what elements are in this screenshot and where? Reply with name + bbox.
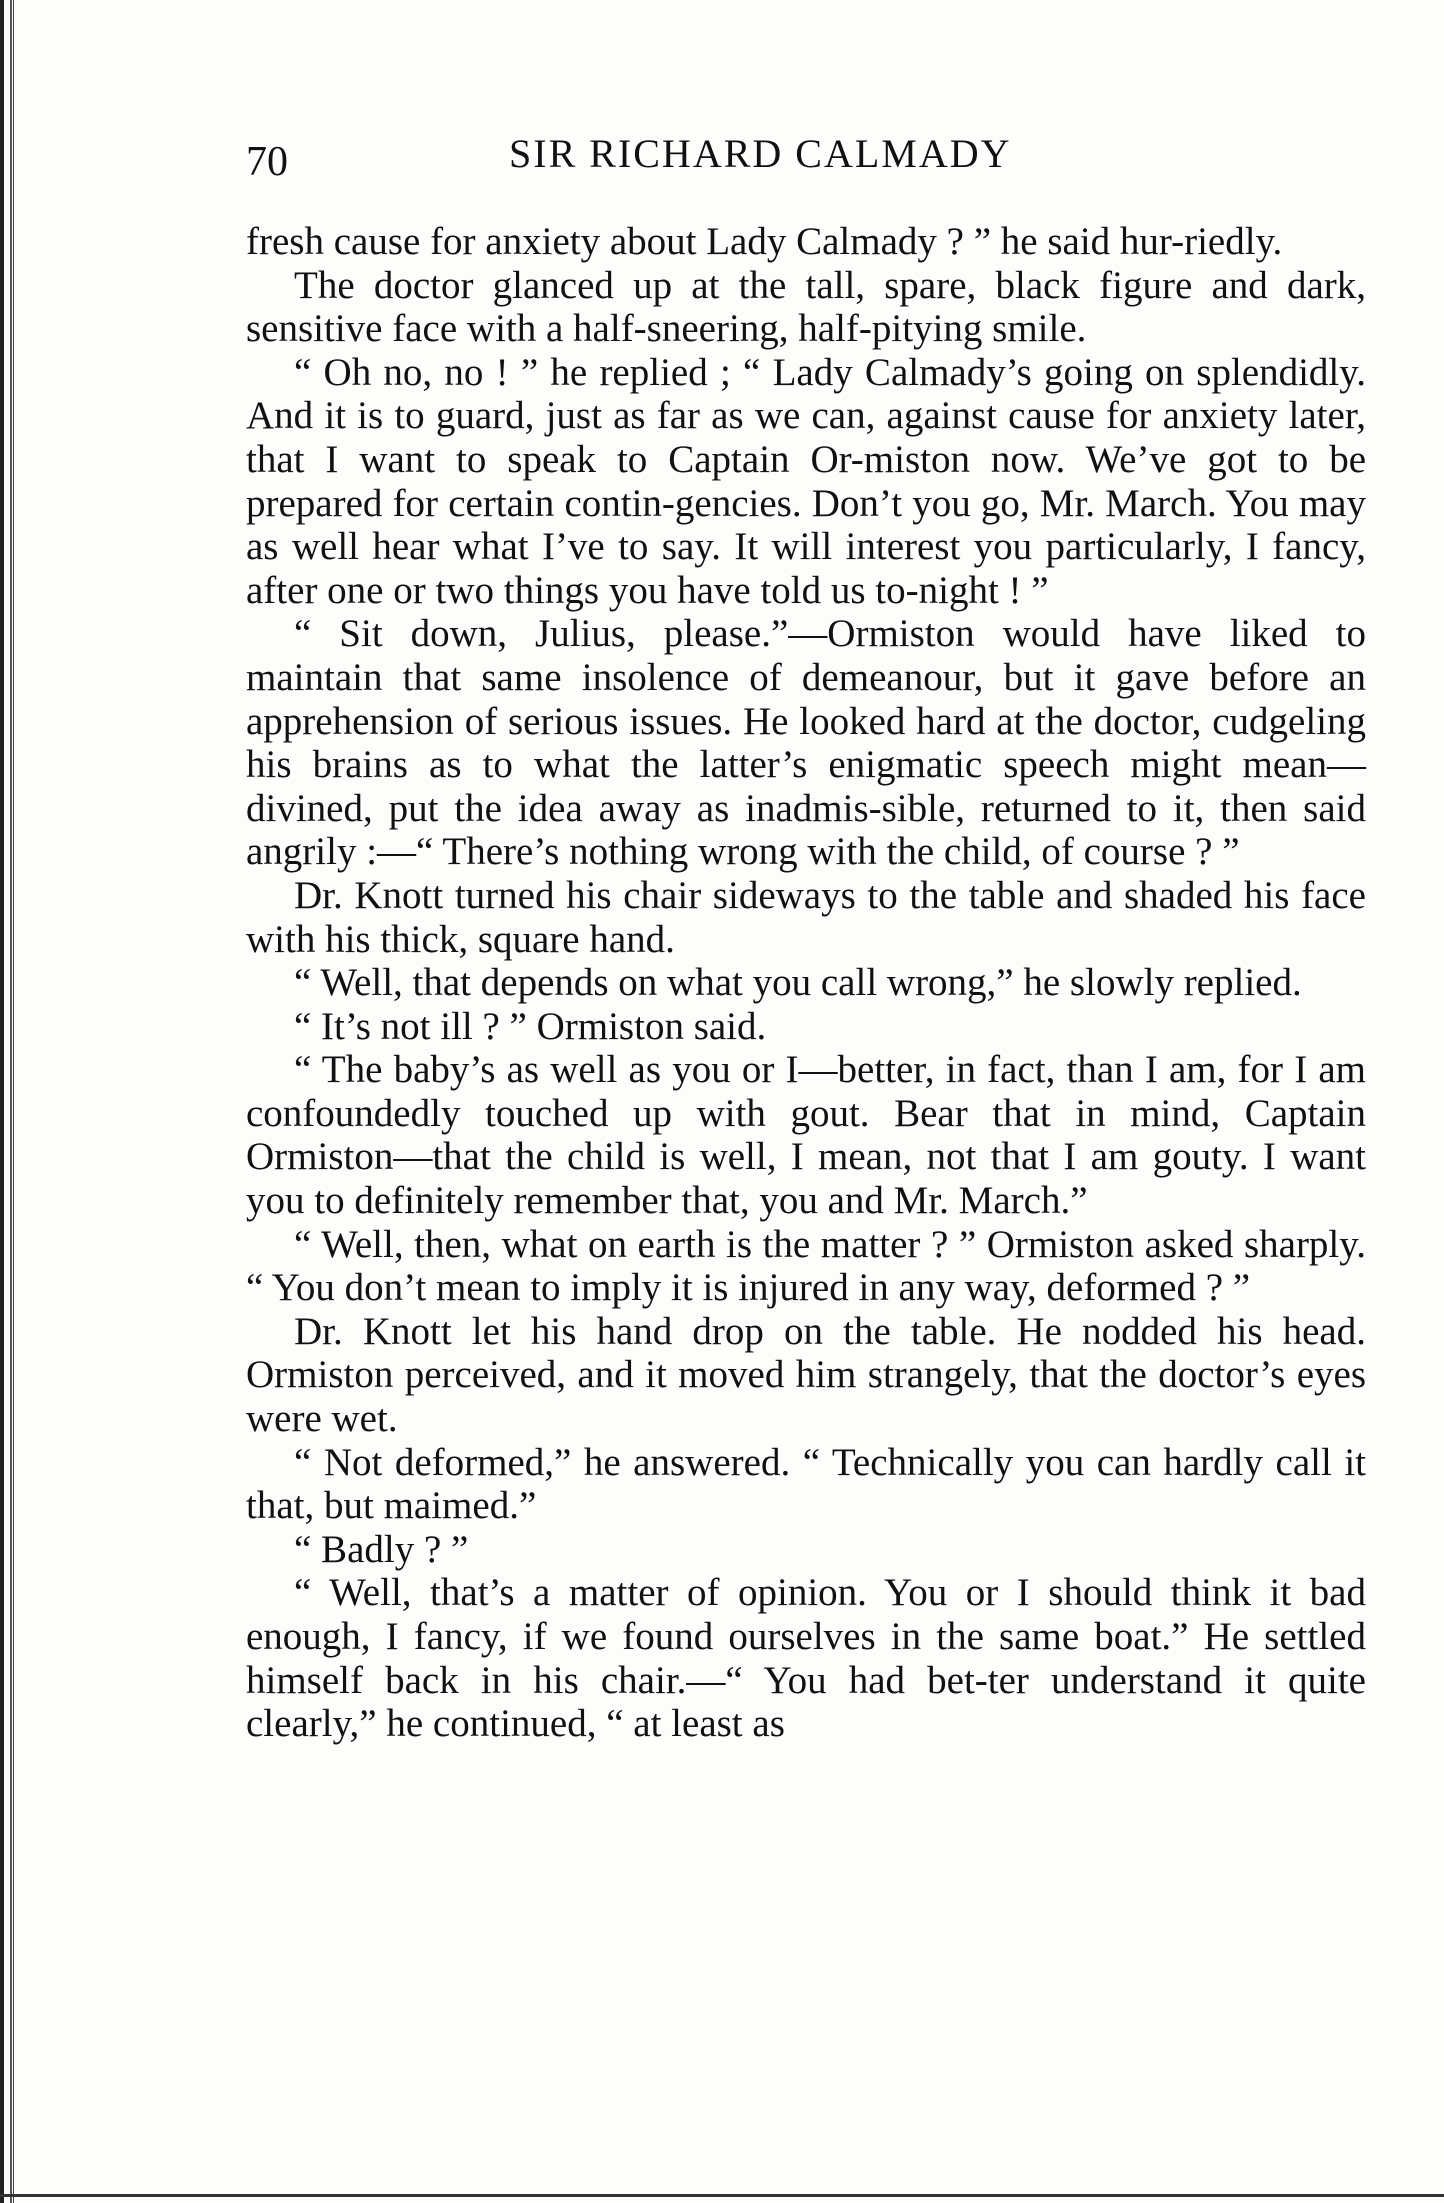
paragraph: “ It’s not ill ? ” Ormiston said. [294,1004,767,1048]
page-number: 70 [246,139,288,185]
running-title: SIR RICHARD CALMADY [509,131,1012,176]
page-header [246,130,1366,186]
paragraph: “ Badly ? ” [294,1527,469,1571]
paragraph: Dr. Knott let his hand drop on the table. He nodded his head. Ormiston perceived, and it moved him strangely, that the doctor’s eyes were wet. [246,1309,1366,1441]
paragraph: “ Sit down, Julius, please.”—Ormiston would have liked to maintain that same insolence of demeanour, but it gave before an apprehension of serious issues. He looked hard at the doctor, cudgeling his brains as to what the latter’s enigmatic speech might mean—divined, put the idea away as inadmis-sible, returned to it, then said angrily :—“ There’s nothing wrong with the child, of course ? ” [246,612,1366,874]
paragraph: The doctor glanced up at the tall, spare, black figure and dark, sensitive face with a half-sneering, half-pitying smile. [246,263,1366,351]
binding-edge-line [10,0,12,2203]
paragraph: “ Not deformed,” he answered. “ Technically you can hardly call it that, but maimed.” [246,1440,1366,1528]
paragraph: “ Well, that depends on what you call wrong,” he slowly replied. [294,961,1302,1005]
page-bottom-edge [0,2194,1444,2197]
page-binding-edge [0,0,14,2203]
paragraph: “ Well, that’s a matter of opinion. You or I should think it bad enough, I fancy, if we found ourselves in the same boat.” He settled himself back in his chair.—“ You had bet-ter understand it quite clearly,” he continued, “ at least as [246,1571,1366,1746]
paragraph: “ The baby’s as well as you or I—better, in fact, than I am, for I am confoundedly touched up with gout. Bear that in mind, Captain Ormiston—that the child is well, I mean, not that I am gouty. I want you to definitely remember that, you and Mr. March.” [246,1048,1366,1223]
paragraph: “ Oh no, no ! ” he replied ; “ Lady Calmady’s going on splendidly. And it is to guard, just as far as we can, against cause for anxiety later, that I want to speak to Captain Or-miston now. We’ve got to be prepared for certain contin-gencies. Don’t you go, Mr. March. You may as well hear what I’ve to say. It will interest you particularly, I fancy, after one or two things you have told us to-night ! ” [246,350,1366,612]
body-text [246,220,1366,1746]
paragraph: fresh cause for anxiety about Lady Calmady ? ” he said hur-riedly. [246,220,1283,263]
paragraph: Dr. Knott turned his chair sideways to the table and shaded his face with his thick, square hand. [246,873,1366,961]
paragraph: “ Well, then, what on earth is the matter ? ” Ormiston asked sharply. “ You don’t mean to imply it is injured in any way, deformed ? ” [246,1222,1366,1310]
